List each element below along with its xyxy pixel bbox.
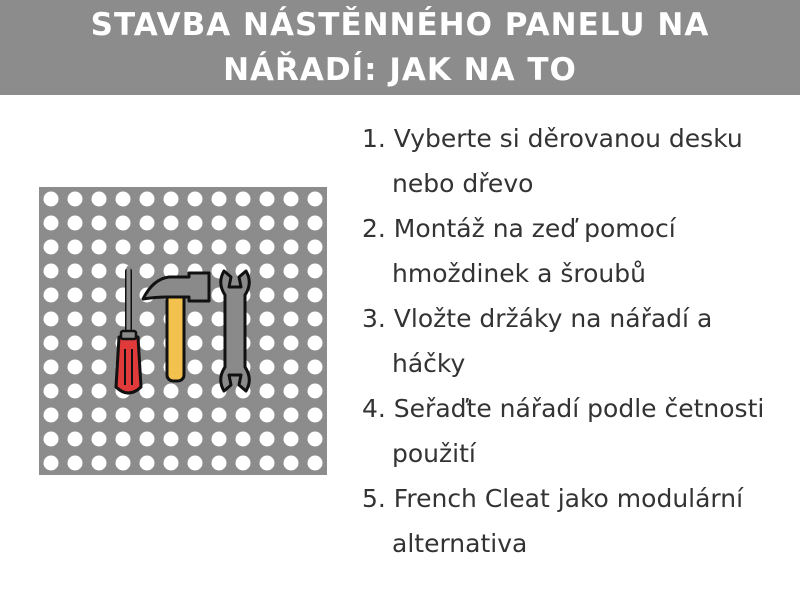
pegboard-hole — [164, 192, 179, 207]
pegboard-hole — [308, 240, 323, 255]
pegboard-hole — [260, 408, 275, 423]
pegboard-hole — [284, 408, 299, 423]
pegboard-hole — [116, 432, 131, 447]
pegboard-hole — [188, 240, 203, 255]
wrench-icon — [221, 271, 250, 391]
pegboard-hole — [68, 264, 83, 279]
pegboard-hole — [68, 240, 83, 255]
pegboard-hole — [260, 432, 275, 447]
pegboard-hole — [236, 408, 251, 423]
pegboard-hole — [284, 312, 299, 327]
pegboard-hole — [68, 336, 83, 351]
pegboard-hole — [236, 456, 251, 471]
pegboard-hole — [284, 336, 299, 351]
pegboard-hole — [44, 312, 59, 327]
pegboard-hole — [188, 312, 203, 327]
pegboard-hole — [140, 216, 155, 231]
pegboard-hole — [284, 432, 299, 447]
pegboard-hole — [92, 288, 107, 303]
pegboard-hole — [116, 240, 131, 255]
pegboard-hole — [212, 456, 227, 471]
pegboard-hole — [68, 192, 83, 207]
pegboard-hole — [92, 312, 107, 327]
pegboard-hole — [140, 360, 155, 375]
pegboard-hole — [308, 264, 323, 279]
pegboard-hole — [140, 408, 155, 423]
pegboard-hole — [236, 240, 251, 255]
pegboard-hole — [44, 240, 59, 255]
step-item: 1. Vyberte si děrovanou desku nebo dřevo — [362, 124, 743, 198]
step-item: 2. Montáž na zeď pomocí hmoždinek a šroubů — [362, 214, 676, 288]
pegboard-hole — [44, 336, 59, 351]
pegboard-hole — [188, 384, 203, 399]
pegboard-hole — [44, 456, 59, 471]
pegboard-hole — [308, 288, 323, 303]
pegboard-hole — [284, 192, 299, 207]
pegboard-hole — [260, 216, 275, 231]
pegboard-hole — [212, 240, 227, 255]
pegboard-hole — [260, 384, 275, 399]
pegboard-hole — [68, 216, 83, 231]
page-title — [91, 3, 710, 93]
steps-list — [362, 116, 792, 566]
title-line-2: NÁŘADÍ: JAK NA TO — [223, 51, 577, 88]
pegboard-hole — [212, 192, 227, 207]
pegboard-hole — [284, 456, 299, 471]
pegboard-hole — [116, 192, 131, 207]
header-banner — [0, 0, 800, 95]
pegboard-hole — [92, 192, 107, 207]
pegboard-hole — [92, 336, 107, 351]
pegboard-hole — [284, 288, 299, 303]
pegboard-illustration — [39, 187, 327, 475]
pegboard-hole — [92, 432, 107, 447]
pegboard-hole — [260, 288, 275, 303]
pegboard-hole — [164, 408, 179, 423]
pegboard-hole — [140, 240, 155, 255]
pegboard-hole — [212, 408, 227, 423]
pegboard-hole — [188, 360, 203, 375]
pegboard-hole — [308, 408, 323, 423]
pegboard-hole — [284, 360, 299, 375]
pegboard-hole — [236, 432, 251, 447]
pegboard-hole — [92, 456, 107, 471]
pegboard-hole — [308, 384, 323, 399]
pegboard-hole — [68, 408, 83, 423]
pegboard-hole — [164, 240, 179, 255]
pegboard-hole — [188, 432, 203, 447]
pegboard-hole — [92, 408, 107, 423]
pegboard-hole — [140, 192, 155, 207]
pegboard-hole — [140, 312, 155, 327]
pegboard-hole — [284, 216, 299, 231]
pegboard-hole — [44, 264, 59, 279]
pegboard-hole — [68, 432, 83, 447]
step-item: 4. Seřaďte nářadí podle četnosti použití — [362, 394, 765, 468]
pegboard-hole — [260, 456, 275, 471]
pegboard-hole — [92, 264, 107, 279]
pegboard-hole — [308, 336, 323, 351]
pegboard-hole — [284, 384, 299, 399]
pegboard-hole — [68, 288, 83, 303]
pegboard-hole — [188, 408, 203, 423]
pegboard-hole — [68, 312, 83, 327]
pegboard-hole — [284, 264, 299, 279]
pegboard-hole — [44, 360, 59, 375]
pegboard-hole — [44, 408, 59, 423]
pegboard-hole — [44, 288, 59, 303]
title-line-1: STAVBA NÁSTĚNNÉHO PANELU NA — [90, 6, 710, 43]
pegboard-hole — [164, 432, 179, 447]
step-item: 3. Vložte držáky na nářadí a háčky — [362, 304, 713, 378]
pegboard-hole — [116, 408, 131, 423]
pegboard-hole — [188, 216, 203, 231]
pegboard-hole — [68, 456, 83, 471]
pegboard-hole — [308, 432, 323, 447]
pegboard-hole — [212, 432, 227, 447]
pegboard-hole — [308, 456, 323, 471]
pegboard-hole — [116, 216, 131, 231]
pegboard-hole — [164, 384, 179, 399]
pegboard-hole — [44, 384, 59, 399]
pegboard-hole — [140, 264, 155, 279]
pegboard-hole — [308, 192, 323, 207]
pegboard-hole — [188, 456, 203, 471]
pegboard-hole — [116, 456, 131, 471]
pegboard-hole — [44, 432, 59, 447]
pegboard-hole — [164, 456, 179, 471]
pegboard-hole — [260, 264, 275, 279]
pegboard-hole — [260, 240, 275, 255]
pegboard-hole — [188, 336, 203, 351]
pegboard-hole — [68, 360, 83, 375]
pegboard-hole — [44, 192, 59, 207]
pegboard-hole — [44, 216, 59, 231]
pegboard-hole — [140, 432, 155, 447]
pegboard-hole — [68, 384, 83, 399]
pegboard-hole — [140, 336, 155, 351]
pegboard-hole — [260, 336, 275, 351]
step-item: 5. French Cleat jako modulární alternativa — [362, 484, 744, 558]
pegboard-hole — [92, 384, 107, 399]
pegboard-hole — [212, 216, 227, 231]
pegboard-hole — [260, 192, 275, 207]
pegboard-hole — [236, 192, 251, 207]
pegboard-hole — [164, 216, 179, 231]
pegboard-hole — [308, 360, 323, 375]
pegboard-hole — [140, 456, 155, 471]
pegboard-hole — [260, 360, 275, 375]
pegboard-hole — [260, 312, 275, 327]
pegboard-hole — [308, 216, 323, 231]
pegboard-hole — [92, 216, 107, 231]
pegboard-hole — [188, 192, 203, 207]
pegboard-hole — [284, 240, 299, 255]
pegboard-hole — [236, 216, 251, 231]
pegboard-hole — [92, 240, 107, 255]
pegboard-hole — [92, 360, 107, 375]
pegboard-hole — [308, 312, 323, 327]
